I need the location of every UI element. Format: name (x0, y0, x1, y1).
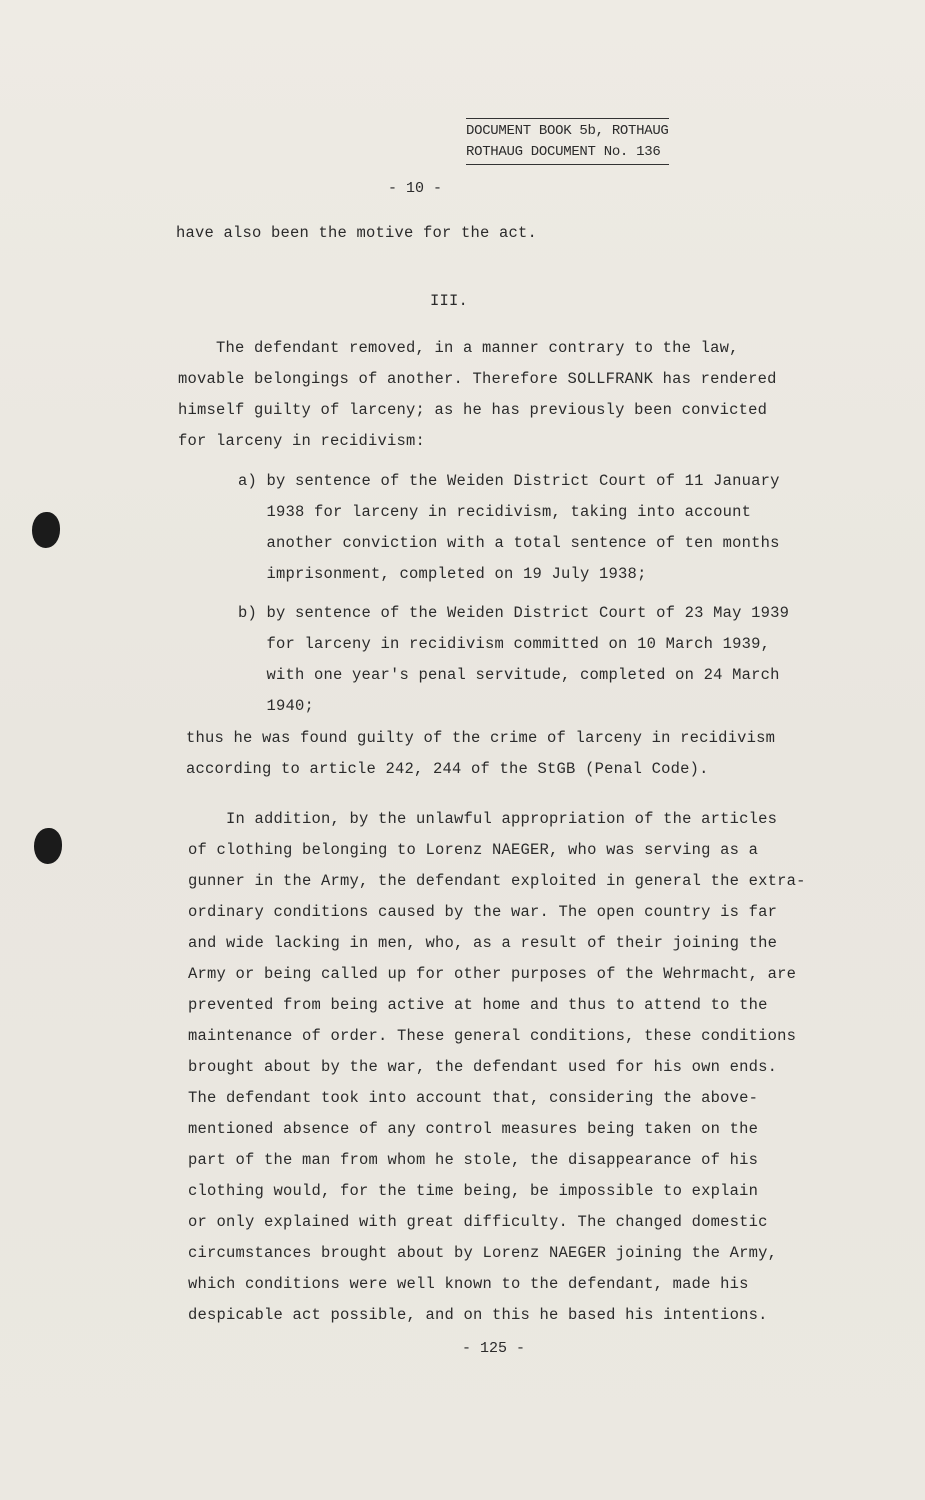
header-document-number: ROTHAUG DOCUMENT No. 136 (466, 142, 669, 165)
conviction-item-b: b) by sentence of the Weiden District Court of 23 May 1939 for larceny in recidivism committed on 10 March 1939, with one year's penal servitude, completed on 24 March 1940; (238, 604, 790, 715)
section-heading: III. (430, 292, 469, 310)
header-document-book: DOCUMENT BOOK 5b, ROTHAUG (466, 118, 669, 142)
paragraph-war-conditions: In addition, by the unlawful appropriation of the articles of clothing belonging to Lorenz NAEGER, who was serving as a gunner in the Army, the defendant exploited in general the extra- ordinary conditions caused by the war. The open country is far and wide lacking in men, who, as a result of their joining the Army or being called up for other purposes of the Wehrmacht, are prevented from being active at home and thus to attend to the maintenance of order. These general conditions, these conditions brought about by the war, the defendant used for his own ends. The defendant took into account that, considering the above- mentioned absence of any control measures being taken on the part of the man from whom he stole, the disappearance of his clothing would, for the time being, be impossible to explain or only explained with great difficulty. The changed domestic circumstances brought about by Lorenz NAEGER joining the Army, which conditions were well known to the defendant, made his despicable act possible, and on this he based his intentions. (188, 810, 806, 1324)
page-number-top: - 10 - (388, 180, 443, 197)
page-number-bottom: - 125 - (462, 1340, 526, 1357)
paragraph-larceny: The defendant removed, in a manner contrary to the law, movable belongings of another. Therefore SOLLFRANK has rendered himself guilty of larceny; as he has previously been convicted for larceny in recidivism: (178, 339, 777, 450)
document-header (466, 118, 669, 165)
conviction-item-a: a) by sentence of the Weiden District Court of 11 January 1938 for larceny in recidivism, taking into account another conviction with a total sentence of ten months imprisonment, completed on 19 July 1938; (238, 472, 780, 583)
continuation-text: have also been the motive for the act. (176, 224, 538, 242)
punch-hole (34, 828, 62, 864)
paragraph-guilty: thus he was found guilty of the crime of larceny in recidivism according to article 242, 244 of the StGB (Penal Code). (186, 729, 776, 778)
punch-hole (32, 512, 60, 548)
